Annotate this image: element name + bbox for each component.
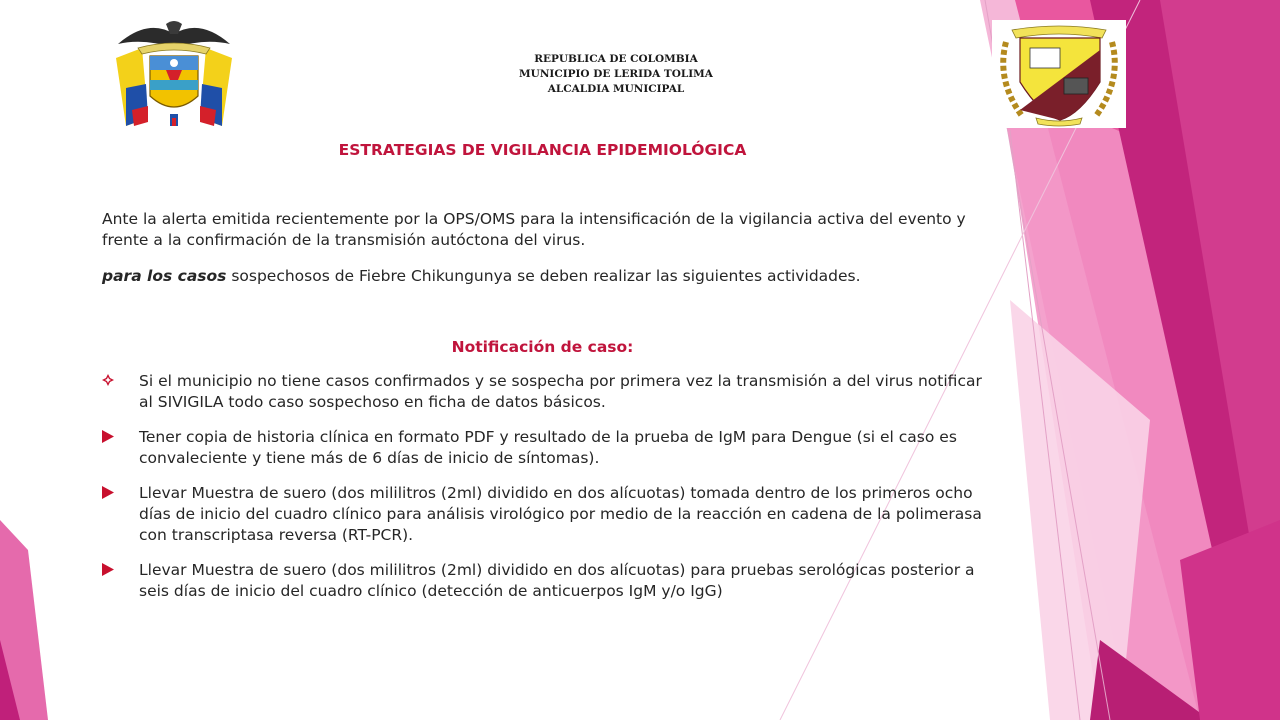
list-item (102, 560, 982, 602)
list-item-text: Llevar Muestra de suero (dos mililitros (2ml) dividido en dos alícuotas) para pruebas serológicas posterior a seis días de inicio del cuadro clínico (detección de anticuerpos IgM y/o IgG) (139, 561, 975, 600)
section-subtitle: Notificación de caso: (451, 338, 634, 356)
header-line-country: REPUBLICA DE COLOMBIA (534, 53, 698, 65)
slide-title: ESTRATEGIAS DE VIGILANCIA EPIDEMIOLÓGICA (338, 141, 747, 159)
triangle-bullet-icon (102, 430, 114, 443)
document-header (470, 52, 762, 97)
diamond-bullet-icon (102, 374, 114, 386)
cases-emphasis: para los casos (102, 267, 227, 285)
intro-paragraph: Ante la alerta emitida recientemente por la OPS/OMS para la intensificación de la vigilancia activa del evento y frente a la confirmación de la transmisión autóctona del virus. (102, 210, 966, 249)
list-item (102, 483, 982, 546)
triangle-bullet-icon (102, 563, 114, 576)
triangle-bullet-icon (102, 486, 114, 499)
bullet-list (102, 371, 982, 602)
list-item-text: Tener copia de historia clínica en formato PDF y resultado de la prueba de IgM para Dengue (si el caso es convaleciente y tiene más de 6 días de inicio de síntomas). (139, 428, 957, 467)
header-line-office: ALCALDIA MUNICIPAL (547, 83, 685, 95)
coat-of-arms-colombia-icon (108, 18, 240, 130)
list-item-text: Llevar Muestra de suero (dos mililitros (2ml) dividido en dos alícuotas) tomada dentro de los primeros ocho días de inicio del cuadro clínico para análisis virológico por medio de la reacción en cadena de la polimerasa con transcriptasa reversa (RT-PCR). (139, 484, 982, 544)
cases-paragraph (102, 266, 982, 287)
list-item-text: Si el municipio no tiene casos confirmados y se sospecha por primera vez la transmisión a del virus notificar al SIVIGILA todo caso sospechoso en ficha de datos básicos. (139, 372, 982, 411)
lerida-shield-icon (992, 20, 1126, 128)
list-item (102, 371, 982, 413)
header-line-municipality: MUNICIPIO DE LERIDA TOLIMA (519, 68, 713, 80)
cases-text: sospechosos de Fiebre Chikungunya se deben realizar las siguientes actividades. (226, 267, 861, 285)
list-item (102, 427, 982, 469)
